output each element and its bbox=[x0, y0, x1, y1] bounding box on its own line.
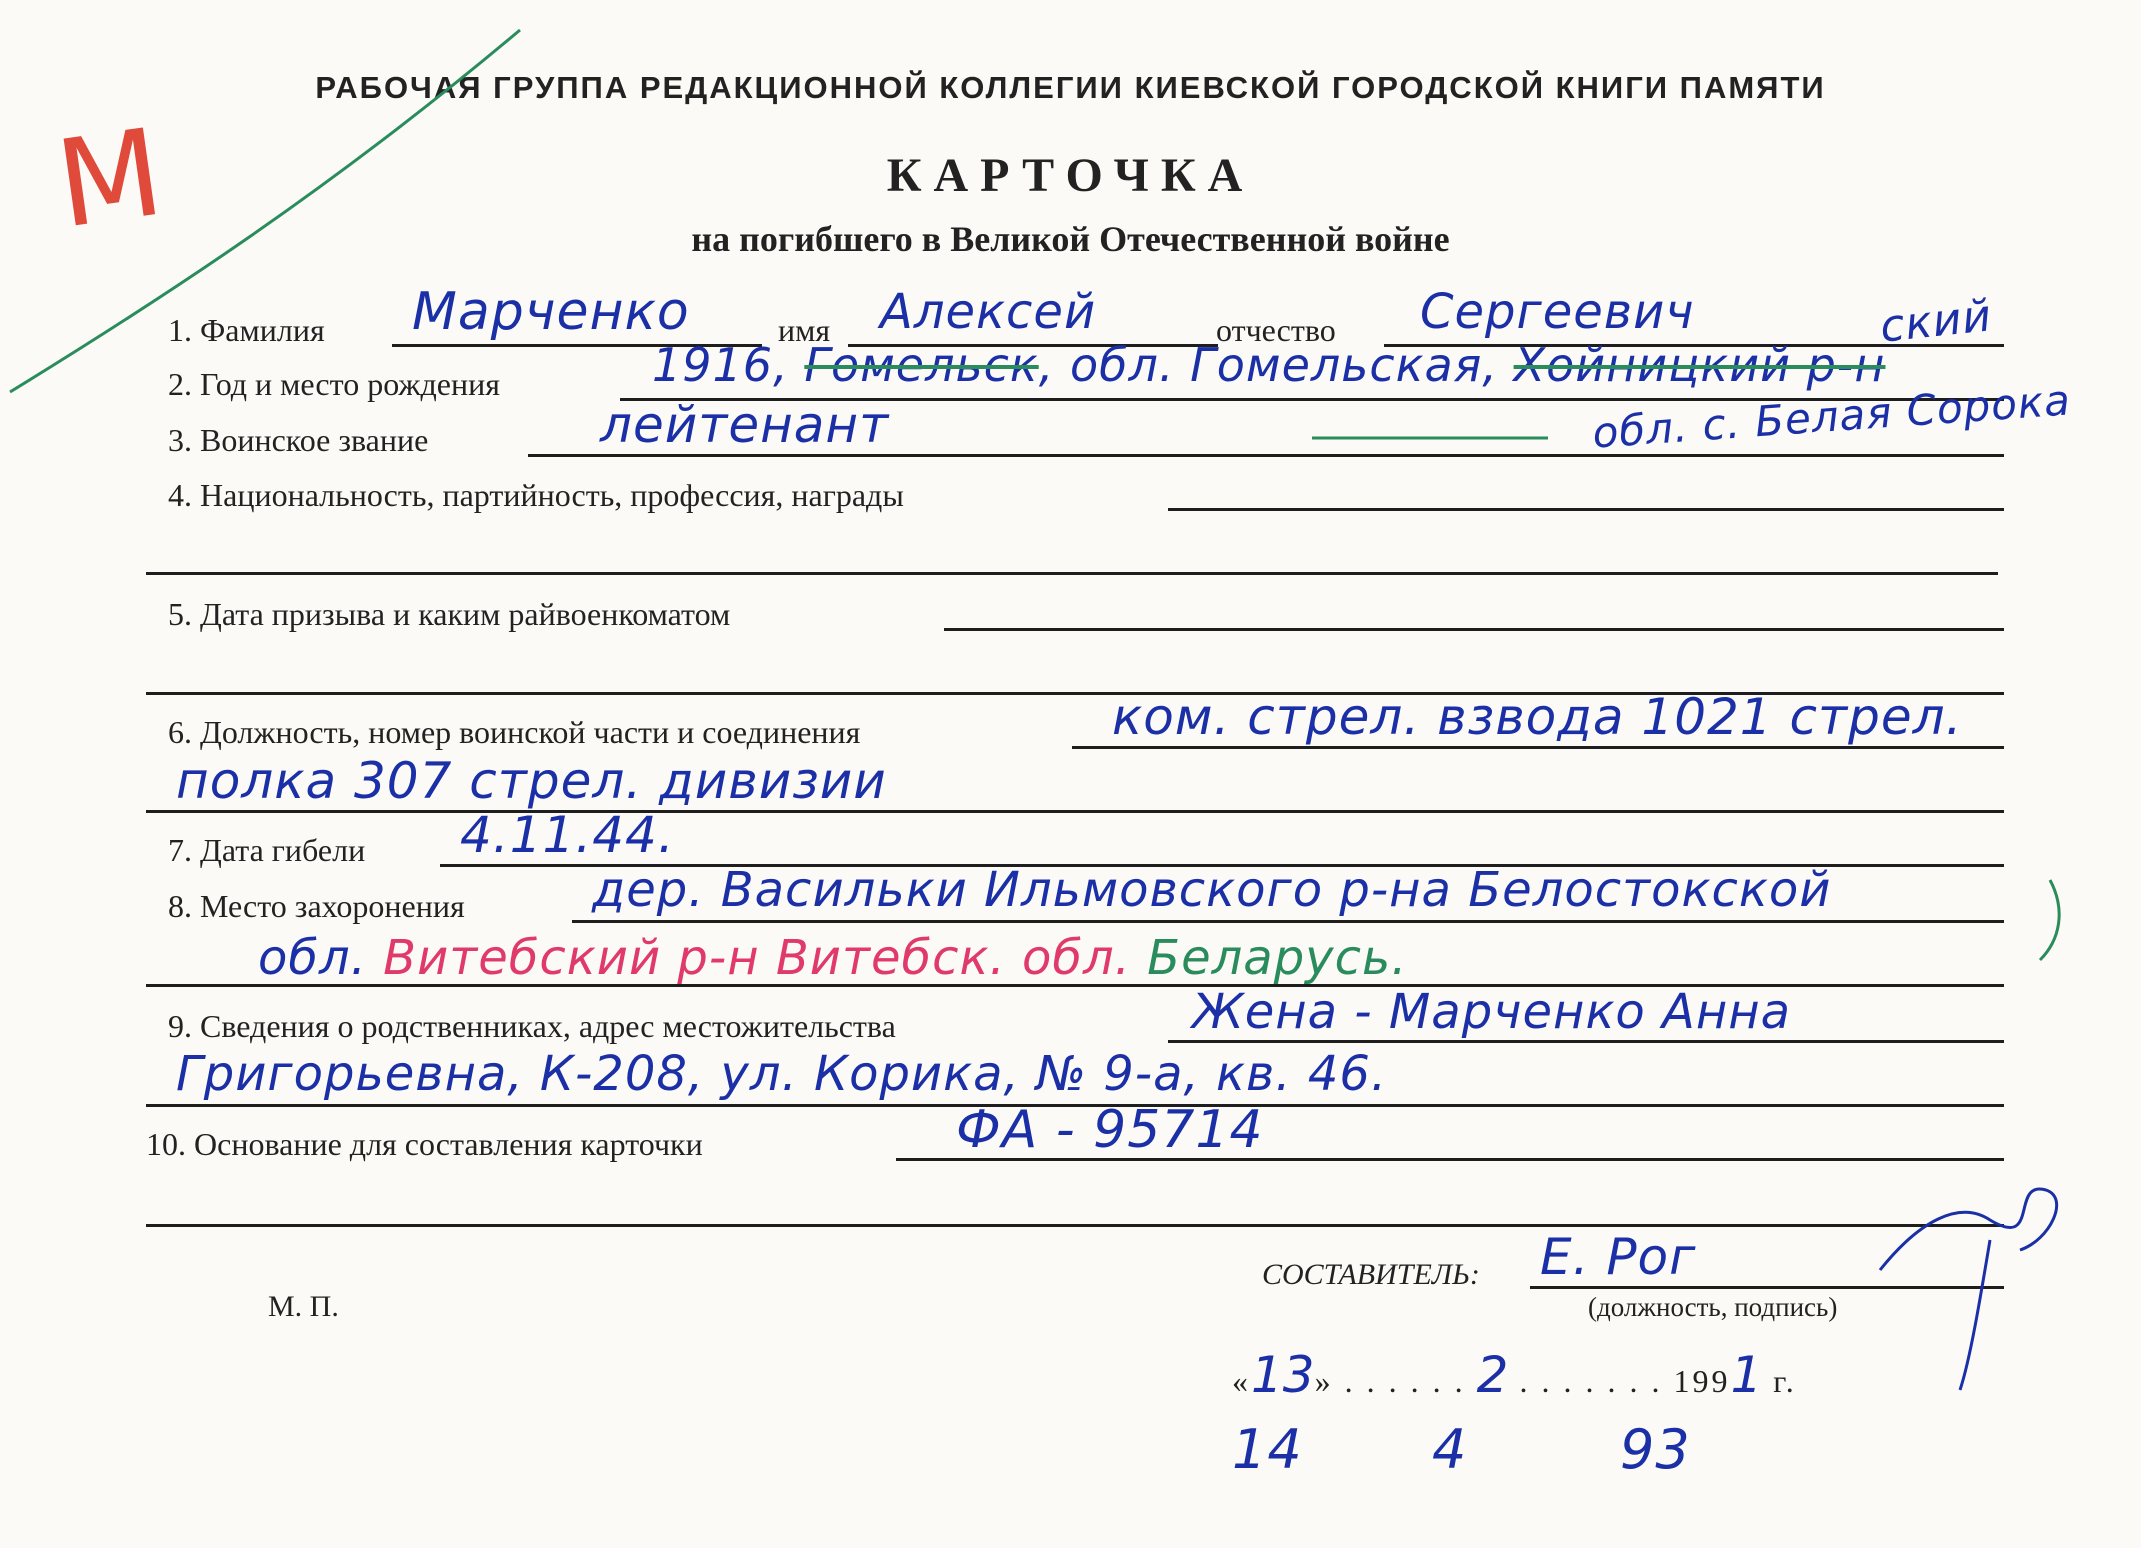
date-month: 2 bbox=[1476, 1346, 1509, 1404]
second-date-year: 93 bbox=[1620, 1418, 1691, 1481]
label-conscription: 5. Дата призыва и каким райвоенкоматом bbox=[168, 596, 731, 632]
position-caption: (должность, подпись) bbox=[1588, 1292, 1838, 1322]
green-bracket-stroke bbox=[2040, 880, 2059, 960]
label-burial: 8. Место захоронения bbox=[168, 888, 465, 924]
birth-value bbox=[652, 338, 1885, 392]
composer-label: СОСТАВИТЕЛЬ: bbox=[1262, 1258, 1480, 1291]
basis-line-2 bbox=[146, 1224, 2004, 1227]
birth-region: , обл. Гомельская, bbox=[1038, 338, 1498, 392]
death-date-value: 4.11.44. bbox=[460, 806, 675, 864]
name-value: Алексей bbox=[880, 284, 1097, 340]
relatives-value-1: Жена - Марченко Анна bbox=[1192, 984, 1792, 1040]
date-suffix: г. bbox=[1773, 1363, 1797, 1399]
card-subtitle: на погибшего в Великой Отечественной войне bbox=[691, 219, 1450, 259]
organization-header: РАБОЧАЯ ГРУППА РЕДАКЦИОННОЙ КОЛЛЕГИИ КИЕВСКОЙ ГОРОДСКОЙ КНИГИ ПАМЯТИ bbox=[315, 70, 1826, 105]
composer-line bbox=[1530, 1286, 2004, 1289]
label-patronymic: отчество bbox=[1216, 312, 1336, 348]
label-surname: 1. Фамилия bbox=[168, 312, 325, 348]
surname-value: Марченко bbox=[412, 282, 690, 342]
burial-value-2 bbox=[258, 930, 1408, 986]
rank-line bbox=[528, 454, 2004, 457]
birth-year: 1916, bbox=[652, 338, 789, 392]
date-year-digit: 1 bbox=[1730, 1346, 1763, 1404]
composer-signature: Е. Рог bbox=[1540, 1228, 1697, 1286]
red-letter-mark: М bbox=[48, 103, 172, 256]
burial-value-1: дер. Васильки Ильмовского р-на Белостокской bbox=[592, 862, 1832, 918]
label-rank: 3. Воинское звание bbox=[168, 422, 429, 458]
patronymic-value: Сергеевич bbox=[1420, 284, 1695, 340]
position-value-1: ком. стрел. взвода 1021 стрел. bbox=[1112, 688, 1963, 746]
basis-value: ФА - 95714 bbox=[956, 1100, 1264, 1160]
burial-green-correction: Беларусь. bbox=[1147, 930, 1408, 986]
date-day: 13 bbox=[1251, 1346, 1315, 1404]
label-basis: 10. Основание для составления карточки bbox=[146, 1126, 703, 1162]
burial-obl: обл. bbox=[258, 930, 367, 986]
label-position: 6. Должность, номер воинской части и соединения bbox=[168, 714, 861, 750]
position-value-2: полка 307 стрел. дивизии bbox=[176, 752, 887, 810]
card-title: КАРТОЧКА bbox=[886, 149, 1255, 202]
signature-scribble bbox=[1880, 1189, 2057, 1390]
date-year-prefix: 199 bbox=[1673, 1363, 1731, 1399]
second-date-day: 14 bbox=[1232, 1418, 1303, 1481]
seal-place: М. П. bbox=[268, 1290, 339, 1323]
position-line bbox=[1072, 746, 2004, 749]
label-nationality: 4. Национальность, партийность, профессия, награды bbox=[168, 477, 904, 513]
relatives-line bbox=[1168, 1040, 2004, 1043]
label-birth: 2. Год и место рождения bbox=[168, 366, 500, 402]
birth-struck-district: Хойницкий р-н bbox=[1513, 338, 1886, 392]
birth-struck-city: Гомельск bbox=[804, 338, 1039, 392]
burial-line bbox=[572, 920, 2004, 923]
relatives-value-2: Григорьевна, К-208, ул. Корика, № 9-а, кв. 46. bbox=[176, 1046, 1388, 1102]
nationality-line bbox=[1168, 508, 2004, 511]
date-field: «13» . . . . . . 2 . . . . . . . 1991 г. bbox=[1232, 1346, 1797, 1404]
conscription-line bbox=[944, 628, 2004, 631]
burial-red-correction: Витебский р-н Витебск. обл. bbox=[383, 930, 1131, 986]
rank-value: лейтенант bbox=[600, 396, 890, 454]
nationality-line-2 bbox=[146, 572, 1998, 575]
birthplace-insert-top: ский bbox=[1877, 290, 1995, 353]
position-line-2 bbox=[146, 810, 2004, 813]
label-relatives: 9. Сведения о родственниках, адрес местожительства bbox=[168, 1008, 896, 1044]
birthplace-insert-bottom: обл. с. Белая Сорока bbox=[1590, 375, 2073, 458]
second-date-month: 4 bbox=[1432, 1418, 1468, 1481]
label-name: имя bbox=[778, 312, 831, 348]
label-death-date: 7. Дата гибели bbox=[168, 832, 366, 868]
